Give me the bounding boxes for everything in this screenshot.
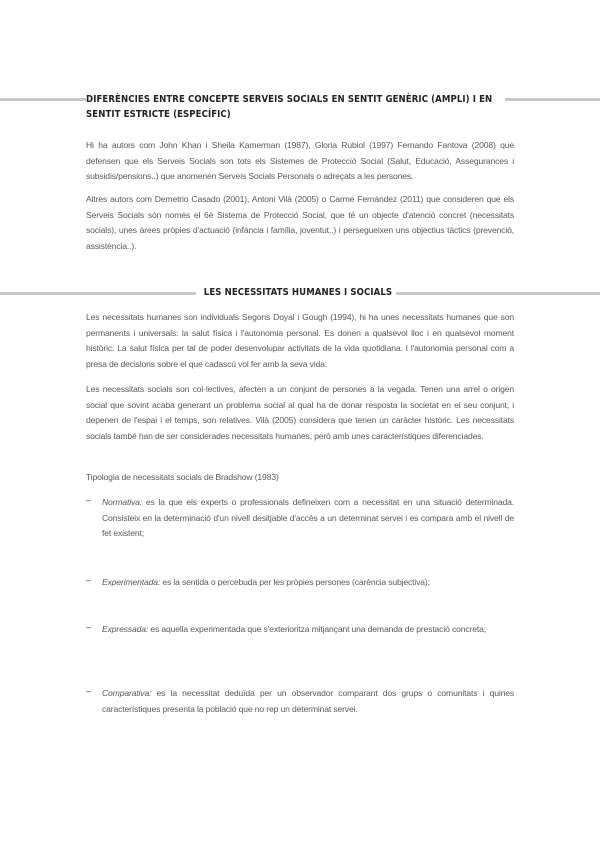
list-item-description: es la que els experts o professionals defineixen com a necessitat en una situació determinada. Consisteix en la determinació d'un nivell desitjable d'accés a un determinat servei i es compara amb el nivell de fet existent; <box>102 497 514 538</box>
section2-paragraph-2: Les necessitats socials son col·lectives, afecten a un conjunt de persones a la vegada. Tenen una arrel o origen social que sovint acaba generant un problema social al qual ha de donar resposta la societat en el seu conjunt, i depenen de l'espai i el temps, son relatives. Vilà (2005) considera que tenen un caràcter històric. Les necessitats socials també han de ser considerades necessitats humanes, però amb unes característiques diferenciades. <box>86 384 514 441</box>
section1-heading-line1: DIFERÈNCIES ENTRE CONCEPTE SERVEIS SOCIALS EN SENTIT GENÈRIC (AMPLI) I EN <box>86 94 493 105</box>
list-item-description: es la necessitat deduïda per un observador comparant dos grups o comunitats i quines característiques presenta la població que no rep un determinat servei. <box>102 688 514 714</box>
list-dash: – <box>86 575 92 585</box>
section2-heading: LES NECESSITATS HUMANES I SOCIALS <box>203 287 393 298</box>
list-item-term: Expressada: <box>102 624 149 634</box>
section2-paragraph-1: Les necessitats humanes son individuals Segons Doyal i Gough (1994), hi ha unes necessitats humanes que son permanents i universals: la salut física i l'autonomia personal. Es donen a qualsevol lloc i en qualsevol moment històric. La salut física per tal de poder desenvolupar activitats de la vida quotidiana. I l'autonomia personal com a presa de decisions sobre el que cadascú vol fer amb la seva vida. <box>86 312 514 369</box>
list-item-term: Comparativa: <box>102 688 152 698</box>
section2-rule-right <box>396 292 600 295</box>
section1-rule-right <box>505 98 600 101</box>
section1-paragraph-1: Hi ha autors com John Khan i Sheila Kamerman (1987), Gloria Rubiol (1997) Fernando Fantova (2008) que defensen que els Serveis Socials son tots els Sistemes de Protecció Social (Salut, Educació, Assegurances i subsidis/pensions..) que anomenen Serveis Socials Personals o adreçats a les persones. <box>86 140 514 181</box>
section1-heading <box>86 92 516 122</box>
list-item-term: Experimentada: <box>102 577 161 587</box>
list-item-text <box>102 622 514 638</box>
list-item-text <box>102 495 514 542</box>
list-dash: – <box>86 622 92 632</box>
section1-heading-line2: SENTIT ESTRICTE (ESPECÍFIC) <box>86 109 231 120</box>
list-item-text <box>102 575 514 591</box>
section1-rule <box>0 98 86 101</box>
list-item-description: es aquella experimentada que s'exterioritza mitjançant una demanda de prestació concreta; <box>148 624 486 634</box>
list-dash: – <box>86 686 92 696</box>
list-dash: – <box>86 495 92 505</box>
list-item-description: es la sentida o percebuda per les pròpies persones (carència subjectiva); <box>160 577 430 587</box>
section2-rule-left <box>0 292 196 295</box>
section1-paragraph-2: Altres autors com Demetrio Casado (2001), Antoni Vilà (2005) o Carme Fernández (2011) que consideren que els Serveis Socials són només el 6è Sistema de Protecció Social, que té un objecte d'atenció concret (necessitats socials), unes àrees pròpies d'actuació (infància i família, joventut..) i persegueixen uns objectius tàctics (prevenció, assistència..). <box>86 194 514 251</box>
list-item-text <box>102 686 514 717</box>
section2-paragraph-3: Tipologia de necessitats socials de Bradshow (1983) <box>86 472 279 482</box>
list-item-term: Normativa: <box>102 497 143 507</box>
